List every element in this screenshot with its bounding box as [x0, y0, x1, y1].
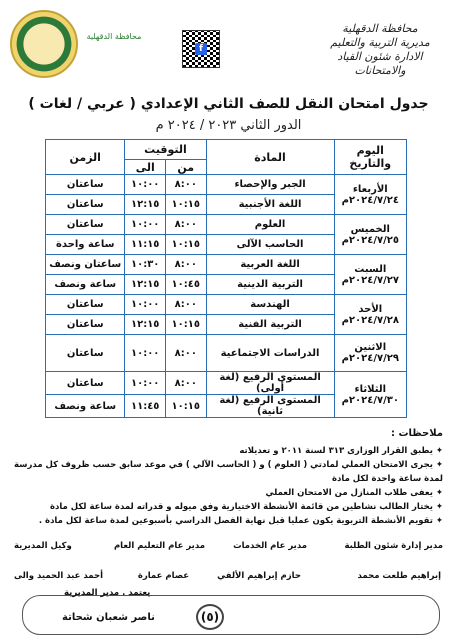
to-cell: ١٠:٠٠ — [125, 175, 166, 195]
signature-name: أحمد عبد الحميد والى — [14, 571, 104, 581]
signature-title: مدير عام الخدمات — [233, 541, 307, 551]
day-name: الاثنين — [354, 342, 387, 353]
note-item: ✦ يختار الطالب نشاطين من قائمة الأنشطة الاختيارية وفق ميوله و قدراته لمدة ساعة لكل مادة — [49, 502, 443, 512]
duration-cell: ساعتان — [46, 215, 125, 235]
duration-cell: ساعتان — [46, 315, 125, 335]
table-row — [46, 175, 407, 195]
header-line: مديرية التربية والتعليم — [330, 36, 430, 49]
facebook-icon: f — [195, 43, 207, 55]
from-cell: ٨:٠٠ — [165, 335, 206, 372]
subject-cell: المستوى الرفيع (لغة أولى) — [206, 372, 334, 395]
day-cell — [334, 175, 406, 215]
note-text: يختار الطالب نشاطين من قائمة الأنشطة الاختيارية وفق ميوله و قدراته لمدة ساعة لكل مادة — [49, 502, 433, 512]
day-cell — [334, 372, 406, 418]
to-cell: ١٠:٣٠ — [125, 255, 166, 275]
to-cell: ١٢:١٥ — [125, 195, 166, 215]
subject-cell: التربية الدينية — [206, 275, 334, 295]
school-logo — [10, 10, 78, 78]
page-title: جدول امتحان النقل للصف الثاني الإعدادي ( عربي / لغات ) — [28, 96, 429, 112]
note-text: تقويم الأنشطة التربوية يكون عمليا قبل نهاية الفصل الدراسي بأسبوعين لمدة ساعة لكل مادة . — [38, 516, 433, 526]
day-cell — [334, 335, 406, 372]
table-header-row — [46, 140, 407, 160]
duration-cell: ساعة واحدة — [46, 235, 125, 255]
directorate-header — [321, 22, 439, 78]
to-cell: ١٠:٠٠ — [125, 372, 166, 395]
day-date: ٢٠٢٤/٧/٢٨م — [341, 314, 399, 326]
subject-cell: المستوى الرفيع (لغة ثانية) — [206, 395, 334, 418]
note-item: ✦ يجرى الامتحان العملي لمادتي ( العلوم ) و ( الحاسب الآلي ) في موعد سابق حسب ظروف كل مدرسة لمدة ساعة واحدة لكل مادة — [14, 460, 443, 484]
day-date: ٢٠٢٤/٧/٢٩م — [341, 353, 399, 364]
note-text: يجرى الامتحان العملي لمادتي ( العلوم ) و ( الحاسب الآلي ) في موعد سابق حسب ظروف كل مدرسة لمدة ساعة واحدة لكل مادة — [14, 460, 443, 484]
notes-title: ملاحظات : — [390, 428, 443, 439]
header-from: من — [165, 160, 206, 175]
day-date: ٢٠٢٤/٧/٢٧م — [341, 274, 399, 286]
page-subtitle: الدور الثاني ٢٠٢٣ / ٢٠٢٤ م — [155, 118, 302, 133]
day-name: السبت — [354, 263, 387, 275]
subject-cell: الهندسة — [206, 295, 334, 315]
logo-caption: محافظة الدقهلية — [86, 32, 142, 41]
signature-name: عصام عمارة — [137, 571, 189, 581]
duration-cell: ساعة ونصف — [46, 395, 125, 418]
duration-cell: ساعتان — [46, 372, 125, 395]
signature-name: إبراهيم طلعت محمد — [357, 571, 441, 581]
table-row — [46, 335, 407, 372]
to-cell: ١٢:١٥ — [125, 275, 166, 295]
to-cell: ١١:١٥ — [125, 235, 166, 255]
subject-cell: العلوم — [206, 215, 334, 235]
from-cell: ٨:٠٠ — [165, 175, 206, 195]
note-text: يطبق القرار الوزارى ٣١٣ لسنة ٢٠١١ و تعديلاته — [239, 446, 433, 456]
duration-cell: ساعتان ونصف — [46, 255, 125, 275]
duration-cell: ساعة ونصف — [46, 275, 125, 295]
subject-cell: الدراسات الاجتماعية — [206, 335, 334, 372]
subject-cell: التربية الفنية — [206, 315, 334, 335]
header-line: الادارة شئون القياد والامتحانات — [337, 50, 423, 77]
to-cell: ١٠:٠٠ — [125, 295, 166, 315]
duration-cell: ساعتان — [46, 195, 125, 215]
to-cell: ١٠:٠٠ — [125, 335, 166, 372]
duration-cell: ساعتان — [46, 335, 125, 372]
from-cell: ١٠:١٥ — [165, 395, 206, 418]
header-timing: التوقيت — [125, 140, 206, 160]
note-item: ✦ تقويم الأنشطة التربوية يكون عمليا قبل نهاية الفصل الدراسي بأسبوعين لمدة ساعة لكل مادة . — [38, 516, 443, 526]
header-day: اليوم والتاريخ — [334, 140, 406, 175]
from-cell: ١٠:١٥ — [165, 195, 206, 215]
table-row — [46, 215, 407, 235]
approve-label: يعتمد . مدير المديرية — [64, 588, 151, 598]
from-cell: ٨:٠٠ — [165, 255, 206, 275]
day-name: الخميس — [350, 223, 390, 235]
subject-cell: الجبر والإحصاء — [206, 175, 334, 195]
page-number: (٥) — [196, 604, 224, 630]
from-cell: ٨:٠٠ — [165, 295, 206, 315]
header-line: محافظة الدقهلية — [342, 22, 418, 35]
from-cell: ١٠:١٥ — [165, 235, 206, 255]
from-cell: ١٠:٤٥ — [165, 275, 206, 295]
from-cell: ١٠:١٥ — [165, 315, 206, 335]
from-cell: ٨:٠٠ — [165, 215, 206, 235]
day-date: ٢٠٢٤/٧/٢٤م — [341, 194, 399, 206]
note-item: ✦ يطبق القرار الوزارى ٣١٣ لسنة ٢٠١١ و تعديلاته — [239, 446, 443, 456]
day-cell — [334, 255, 406, 295]
signature-name: حازم إبراهيم الألفي — [217, 571, 301, 581]
subject-cell: الحاسب الآلى — [206, 235, 334, 255]
signature-title: مدير عام التعليم العام — [113, 541, 205, 551]
day-name: الأحد — [358, 303, 383, 315]
day-name: الأربعاء — [352, 183, 388, 195]
day-name: الثلاثاء — [354, 383, 387, 395]
table-row — [46, 295, 407, 315]
table-row — [46, 372, 407, 395]
header-duration: الزمن — [46, 140, 125, 175]
table-row — [46, 255, 407, 275]
to-cell: ١٢:١٥ — [125, 315, 166, 335]
day-cell — [334, 215, 406, 255]
signature-title: مدير إدارة شئون الطلبة — [344, 541, 443, 551]
subject-cell: اللغة العربية — [206, 255, 334, 275]
duration-cell: ساعتان — [46, 175, 125, 195]
note-text: يعفى طلاب المنازل من الامتحان العملي — [265, 488, 433, 498]
notes-list — [13, 444, 443, 528]
day-date: ٢٠٢٤/٧/٢٥م — [341, 234, 399, 246]
note-item: ✦ يعفى طلاب المنازل من الامتحان العملي — [265, 488, 443, 498]
to-cell: ١١:٤٥ — [125, 395, 166, 418]
day-date: ٢٠٢٤/٧/٣٠م — [341, 394, 399, 406]
signature-title: وكيل المديرية — [14, 541, 72, 551]
from-cell: ٨:٠٠ — [165, 372, 206, 395]
qr-code — [182, 30, 220, 68]
to-cell: ١٠:٠٠ — [125, 215, 166, 235]
director-name: ناصر شعبان شحاتة — [62, 612, 155, 623]
header-to: الى — [125, 160, 166, 175]
duration-cell: ساعتان — [46, 295, 125, 315]
day-cell — [334, 295, 406, 335]
subject-cell: اللغة الأجنبية — [206, 195, 334, 215]
header-subject: المادة — [206, 140, 334, 175]
exam-schedule-table — [45, 139, 407, 418]
